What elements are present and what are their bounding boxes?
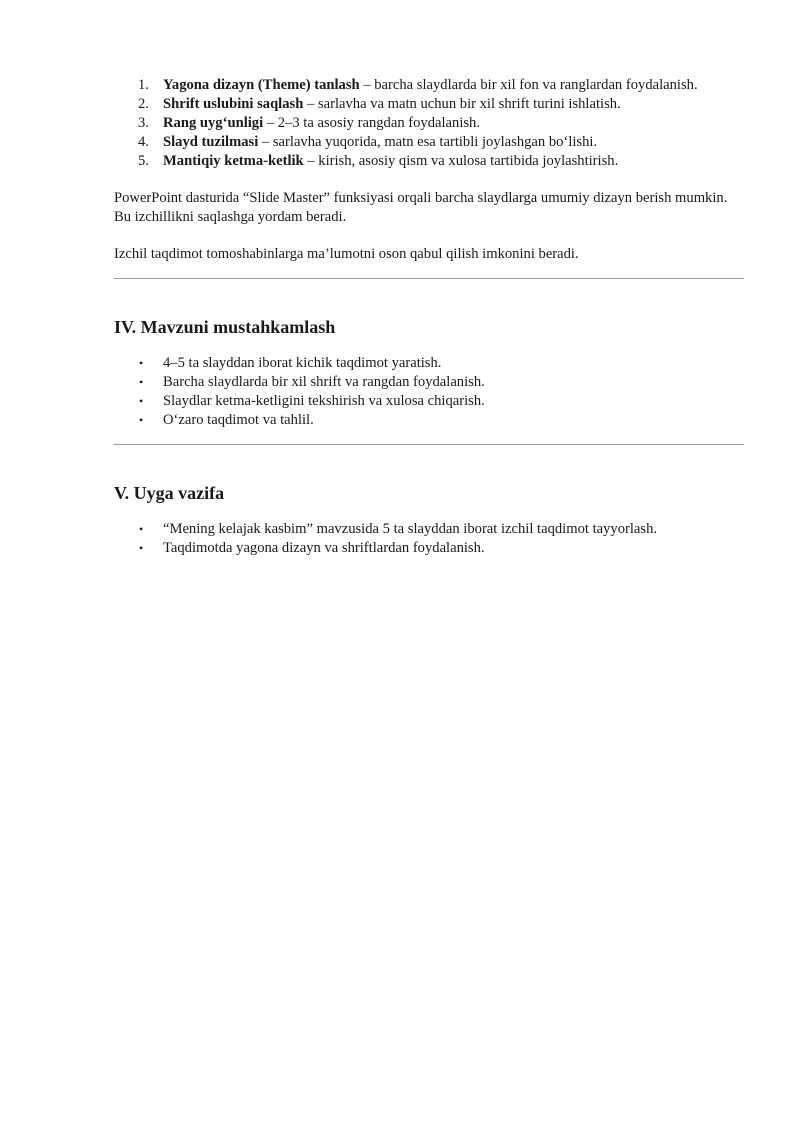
list-number: 3. (138, 115, 149, 131)
section-heading-iv: IV. Mavzuni mustahkamlash (114, 317, 336, 337)
list-item-bold: Yagona dizayn (Theme) tanlash (163, 77, 360, 93)
list-item-text: Slaydlar ketma-ketligini tekshirish va xulosa chiqarish. (163, 393, 485, 409)
numbered-list (114, 76, 744, 171)
list-item (114, 152, 744, 171)
list-item (114, 520, 744, 539)
list-item-text: – barcha slaydlarda bir xil fon va ranglardan foydalanish. (359, 77, 698, 93)
list-item (114, 411, 744, 430)
list-item-bold: Slayd tuzilmasi (163, 134, 259, 150)
bullet-icon: • (139, 356, 144, 370)
bullet-icon: • (139, 394, 144, 408)
document-content (114, 76, 744, 558)
paragraph-conclusion: Izchil taqdimot tomoshabinlarga ma’lumotni oson qabul qilish imkonini beradi. (114, 246, 579, 262)
list-number: 4. (138, 134, 149, 150)
list-item (114, 133, 744, 152)
list-item-text: – 2–3 ta asosiy rangdan foydalanish. (263, 115, 481, 131)
list-item (114, 539, 744, 558)
list-item (114, 76, 744, 95)
list-item (114, 95, 744, 114)
list-item-bold: Mantiqiy ketma-ketlik (163, 153, 304, 169)
bullet-icon: • (139, 375, 144, 389)
list-item-text: – sarlavha va matn uchun bir xil shrift turini ishlatish. (303, 96, 621, 112)
list-item-text: – sarlavha yuqorida, matn esa tartibli joylashgan bo‘lishi. (258, 134, 598, 150)
list-item-text: – kirish, asosiy qism va xulosa tartibida joylashtirish. (303, 153, 619, 169)
bullet-icon: • (139, 413, 144, 427)
bullet-list-iv (114, 354, 744, 430)
list-number: 5. (138, 153, 149, 169)
list-item-text: O‘zaro taqdimot va tahlil. (163, 412, 314, 428)
bullet-list-v (114, 520, 744, 558)
list-item-bold: Rang uyg‘unligi (163, 115, 264, 131)
list-item (114, 373, 744, 392)
list-item (114, 392, 744, 411)
list-item-text: 4–5 ta slayddan iborat kichik taqdimot yaratish. (163, 355, 442, 371)
list-number: 1. (138, 77, 149, 93)
list-item-text: Taqdimotda yagona dizayn va shriftlardan foydalanish. (163, 540, 485, 556)
list-item-text: “Mening kelajak kasbim” mavzusida 5 ta slayddan iborat izchil taqdimot tayyorlash. (163, 521, 658, 537)
list-item (114, 114, 744, 133)
list-item-text: Barcha slaydlarda bir xil shrift va rangdan foydalanish. (163, 374, 485, 390)
list-item-bold: Shrift uslubini saqlash (163, 96, 304, 112)
paragraph-slide-master: PowerPoint dasturida “Slide Master” funksiyasi orqali barcha slaydlarga umumiy dizayn berish mumkin. Bu izchillikni saqlashga yordam beradi. (114, 190, 728, 225)
list-item (114, 354, 744, 373)
bullet-icon: • (139, 541, 144, 555)
section-heading-v: V. Uyga vazifa (114, 483, 225, 503)
bullet-icon: • (139, 522, 144, 536)
list-number: 2. (138, 96, 149, 112)
